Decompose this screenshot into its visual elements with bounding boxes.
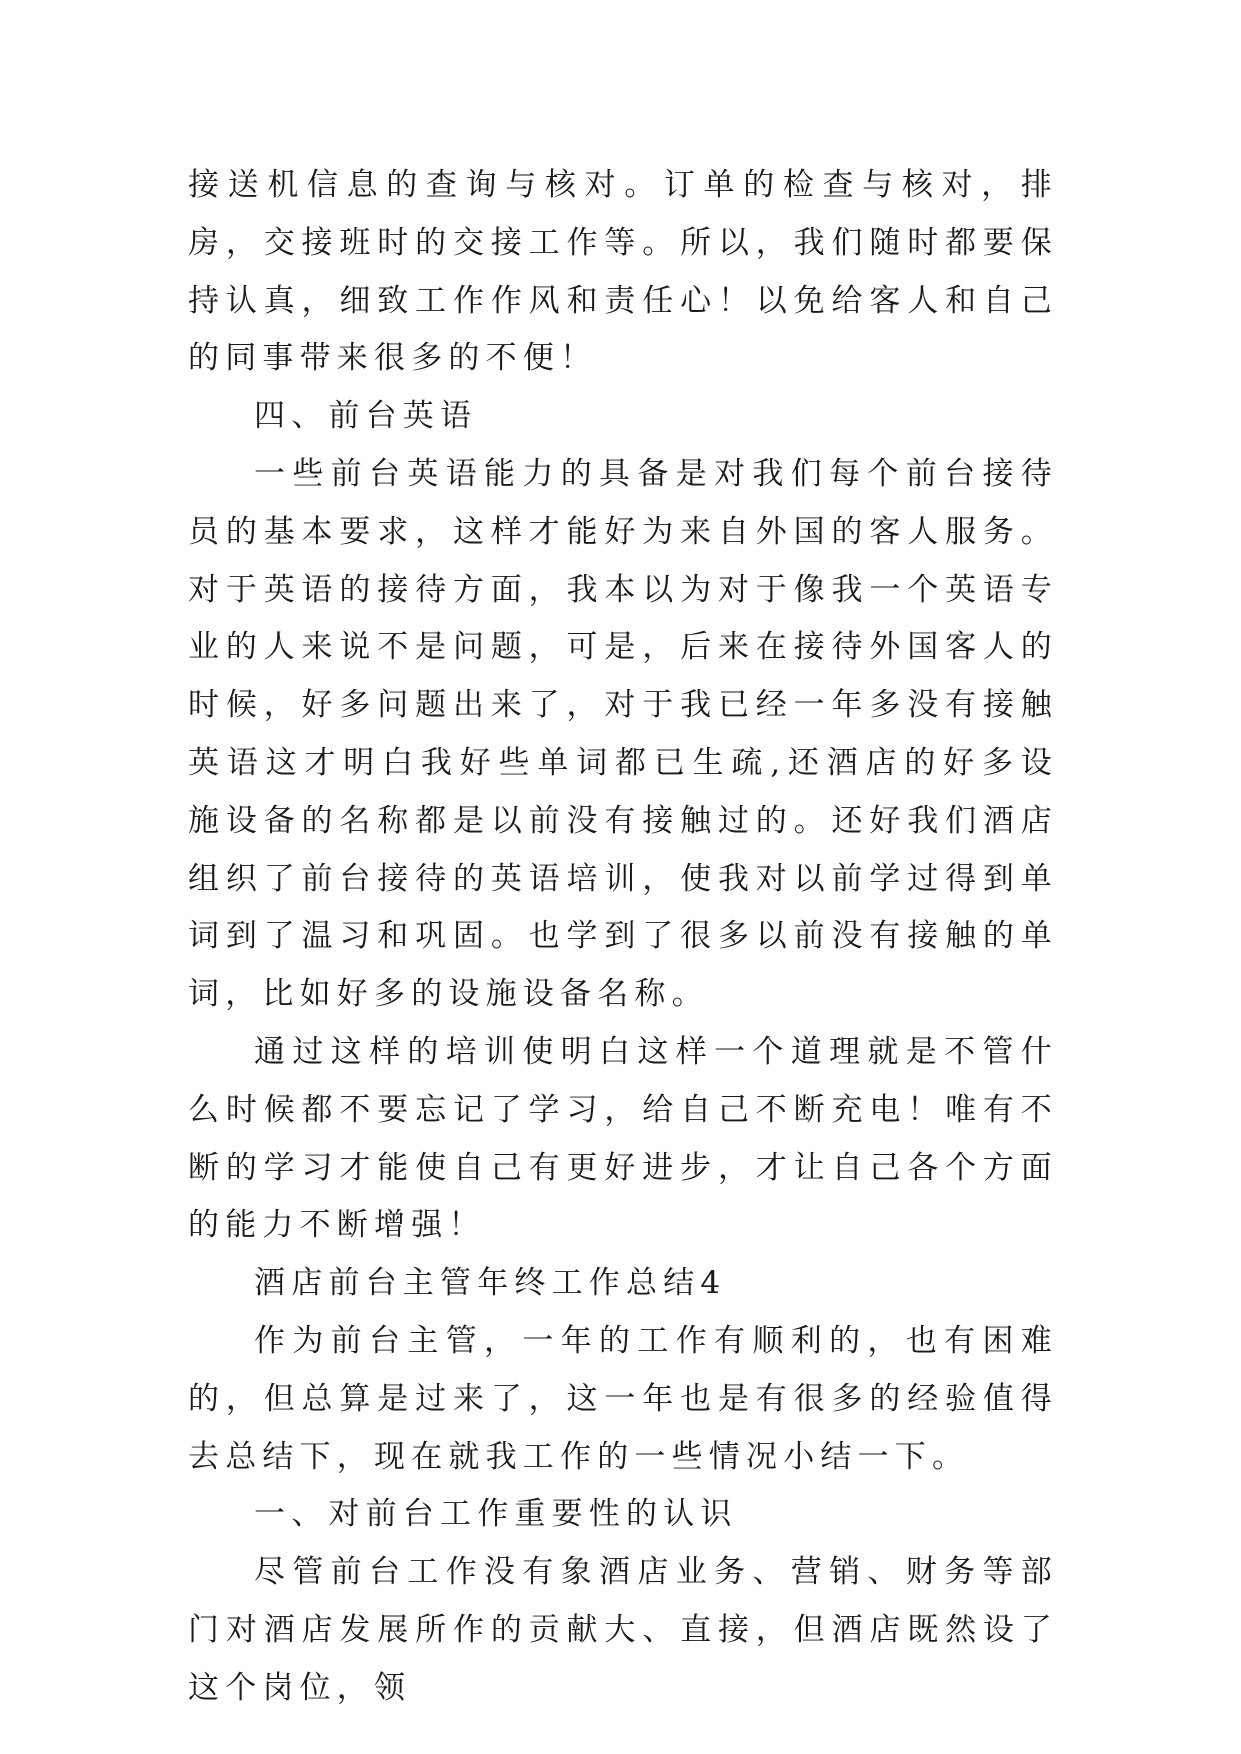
paragraph: 作为前台主管，一年的工作有顺利的，也有困难的，但总算是过来了，这一年也是有很多的经验值得去总结下，现在就我工作的一些情况小结一下。 xyxy=(188,1322,1058,1475)
paragraph: 尽管前台工作没有象酒店业务、营销、财务等部门对酒店发展所作的贡献大、直接，但酒店既然设了这个岗位，领 xyxy=(188,1554,1058,1706)
section-heading: 一、对前台工作重要性的认识 xyxy=(254,1496,738,1533)
paragraph: 通过这样的培训使明白这样一个道理就是不管什么时候都不要忘记了学习，给自己不断充电！唯有不断的学习才能使自己有更好进步，才让自己各个方面的能力不断增强！ xyxy=(188,1033,1058,1244)
section-title: 酒店前台主管年终工作总结4 xyxy=(254,1265,727,1302)
document-body xyxy=(188,157,1058,1718)
section-heading: 四、前台英语 xyxy=(254,398,478,435)
paragraph: 接送机信息的查询与核对。订单的检查与核对，排房，交接班时的交接工作等。所以，我们随时都要保持认真，细致工作作风和责任心！以免给客人和自己的同事带来很多的不便！ xyxy=(188,167,1058,377)
paragraph: 一些前台英语能力的具备是对我们每个前台接待员的基本要求，这样才能好为来自外国的客人服务。对于英语的接待方面，我本以为对于像我一个英语专业的人来说不是问题，可是，后来在接待外国客人的时候，好多问题出来了，对于我已经一年多没有接触英语这才明白我好些单词都已生疏,还酒店的好多设施设备的名称都是以前没有接触过的。还好我们酒店组织了前台接待的英语培训，使我对以前学过得到单词到了温习和巩固。也学到了很多以前没有接触的单词，比如好多的设施设备名称。 xyxy=(188,455,1058,1013)
